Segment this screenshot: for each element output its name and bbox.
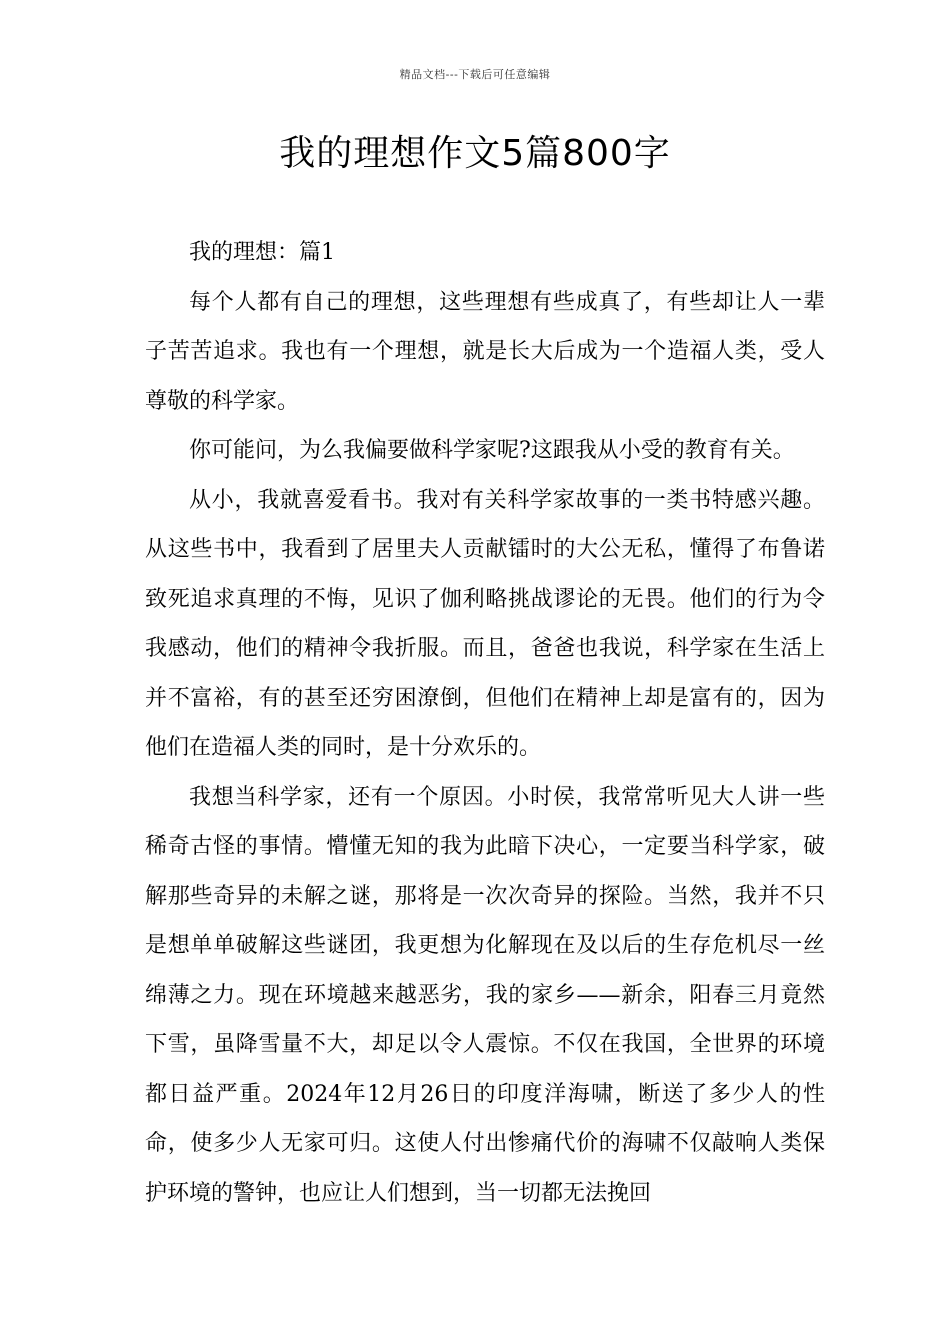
document-body [145,228,825,1218]
header-note: 精品文档---下载后可任意编辑 [399,68,551,81]
section-heading: 我的理想：篇1 [189,240,335,265]
paragraph: 我想当科学家，还有一个原因。小时侯，我常常听见大人讲一些稀奇古怪的事情。懵懂无知的我为此暗下决心，一定要当科学家，破解那些奇异的未解之谜，那将是一次次奇异的探险。当然，我并不只是想单单破解这些谜团，我更想为化解现在及以后的生存危机尽一丝绵薄之力。现在环境越来越恶劣，我的家乡——新余，阳春三月竟然下雪，虽降雪量不大，却足以令人震惊。不仅在我国，全世界的环境都日益严重。2024年12月26日的印度洋海啸，断送了多少人的性命，使多少人无家可归。这使人付出惨痛代价的海啸不仅敲响人类保护环境的警钟，也应让人们想到，当一切都无法挽回 [145,784,825,1206]
document-title: 我的理想作文5篇800字 [279,133,671,174]
paragraph: 从小，我就喜爱看书。我对有关科学家故事的一类书特感兴趣。从这些书中，我看到了居里夫人贡献镭时的大公无私，懂得了布鲁诺致死追求真理的不悔，见识了伽利略挑战谬论的无畏。他们的行为令我感动，他们的精神令我折服。而且，爸爸也我说，科学家在生活上并不富裕，有的甚至还穷困潦倒，但他们在精神上却是富有的，因为他们在造福人类的同时，是十分欢乐的。 [145,487,825,760]
paragraph: 每个人都有自己的理想，这些理想有些成真了，有些却让人一辈子苦苦追求。我也有一个理想，就是长大后成为一个造福人类，受人尊敬的科学家。 [145,289,825,414]
paragraph: 你可能问，为么我偏要做科学家呢?这跟我从小受的教育有关。 [189,438,795,463]
